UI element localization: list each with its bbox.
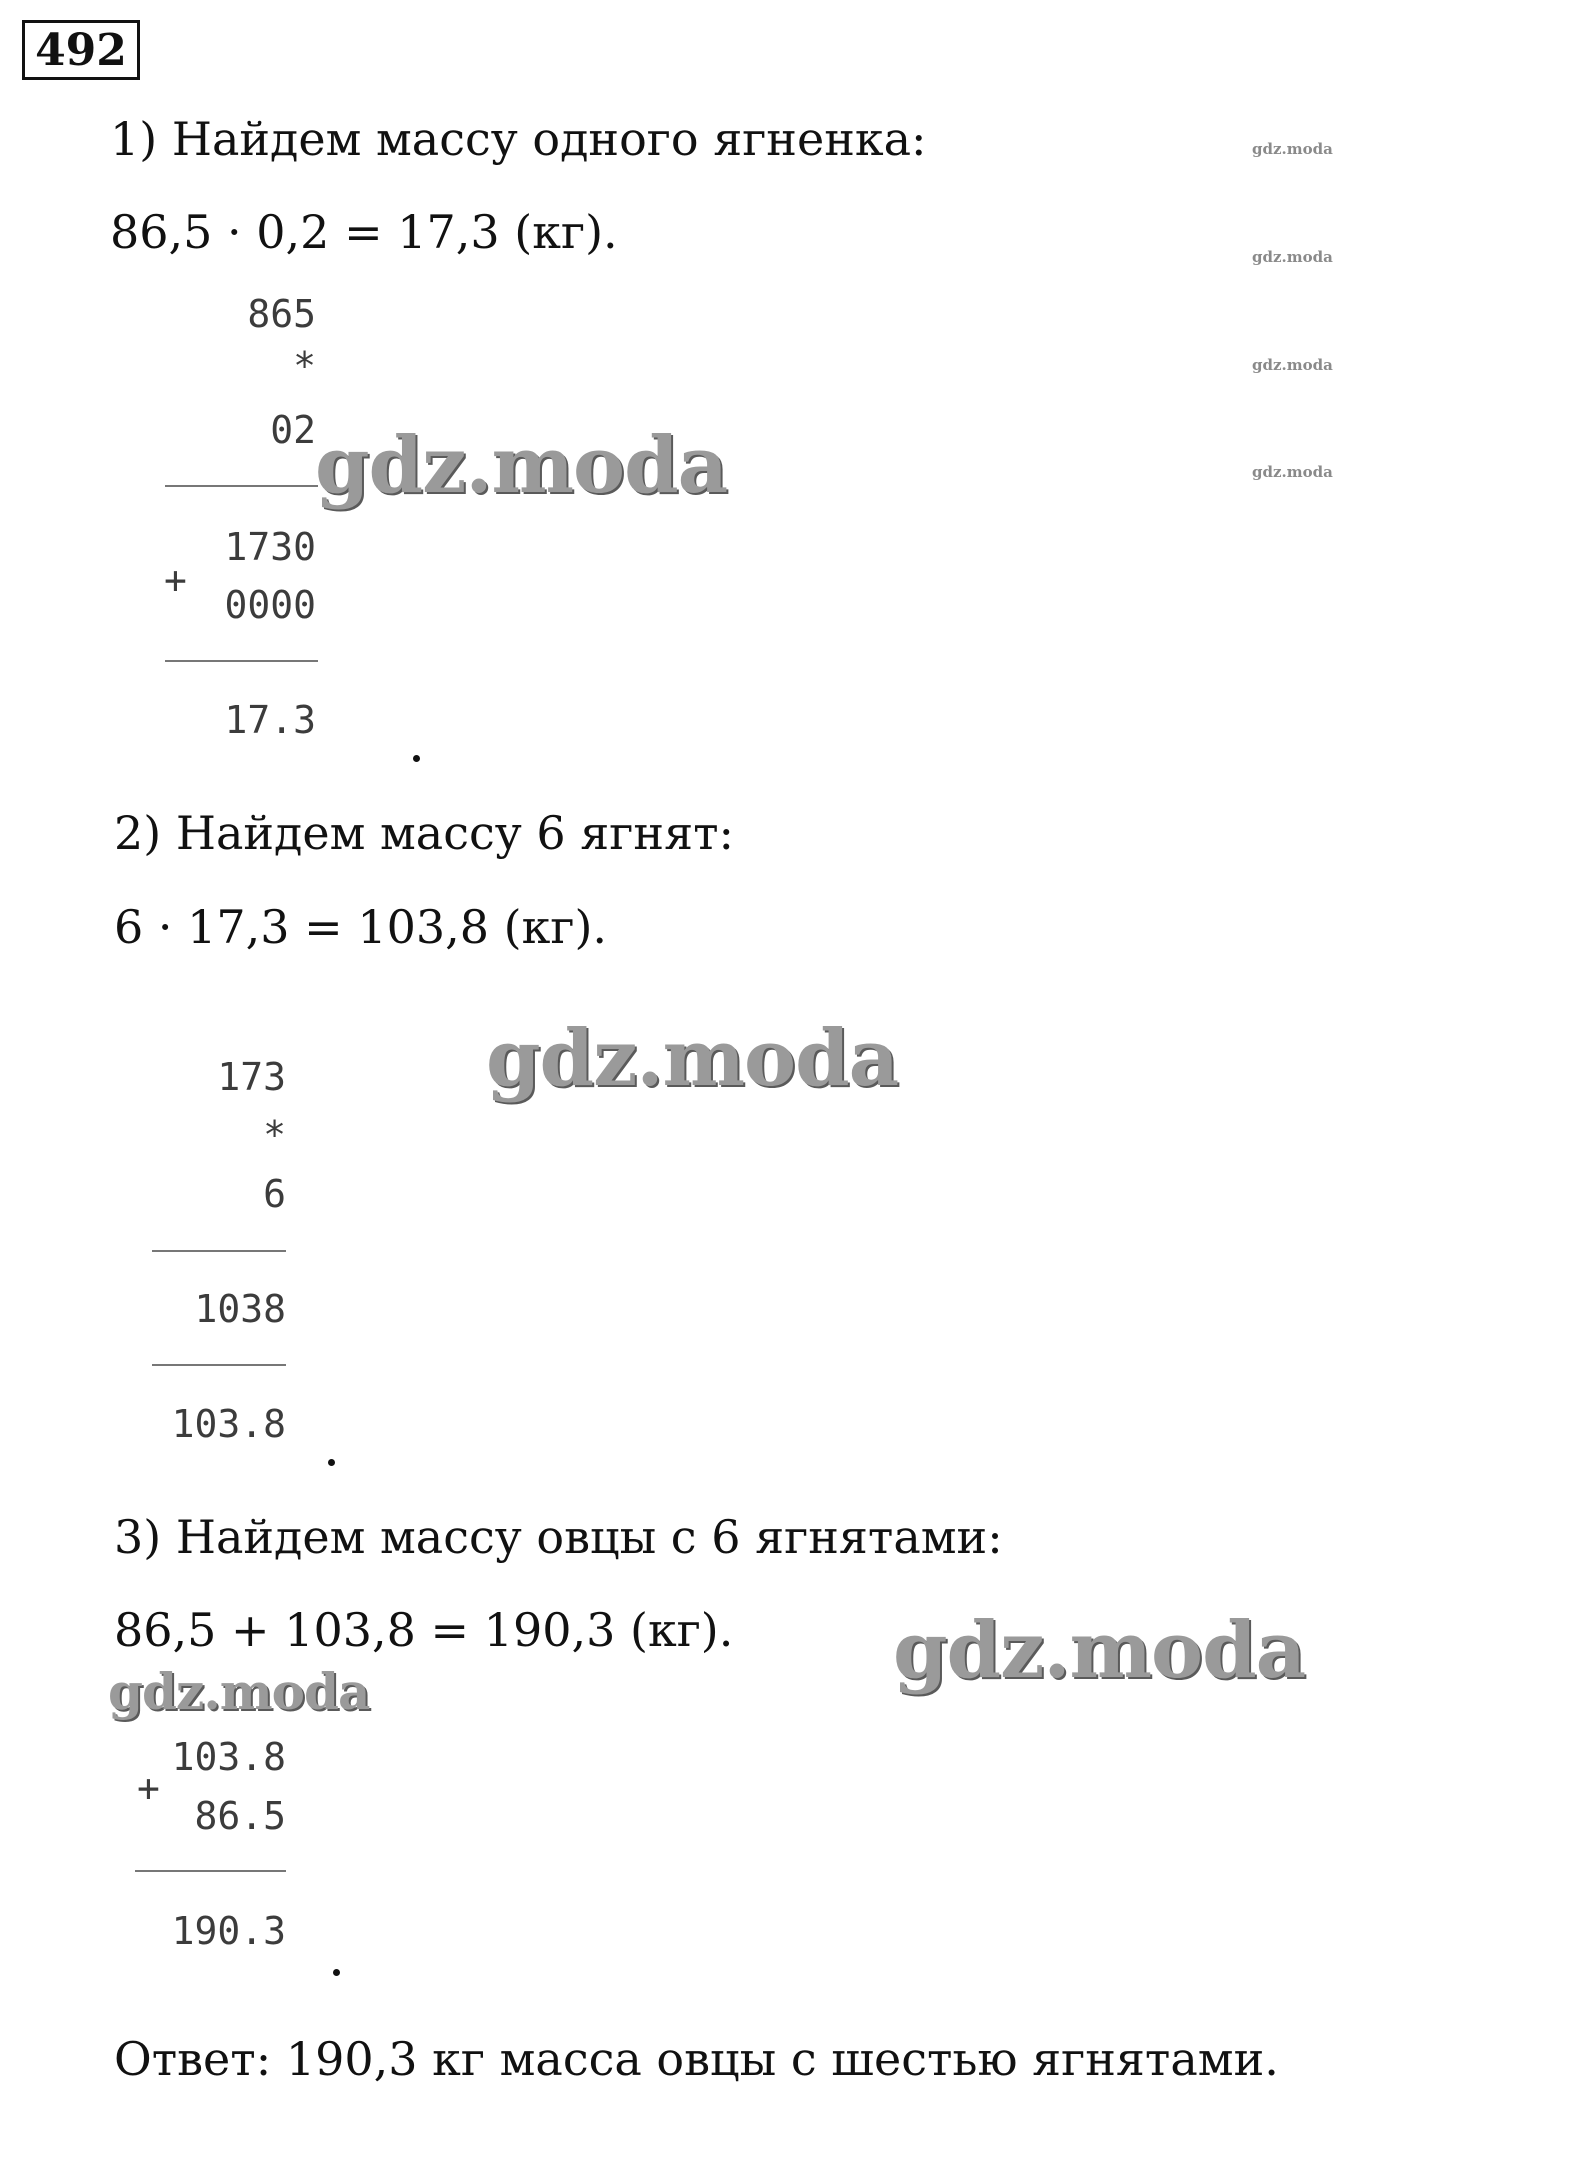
step3-heading: 3) Найдем массу овцы с 6 ягнятами: bbox=[114, 1510, 1003, 1564]
step3-calc-dot bbox=[333, 1969, 340, 1976]
step2-calc-op1: 173 bbox=[217, 1055, 286, 1099]
step1-calc-rule2 bbox=[165, 660, 318, 662]
step1-calc-dot bbox=[413, 755, 420, 762]
step1-calc-result: 17.3 bbox=[224, 698, 316, 742]
watermark: gdz.moda bbox=[108, 1662, 370, 1721]
step1-calc-op2: 02 bbox=[270, 408, 316, 452]
watermark-small: gdz.moda bbox=[1252, 356, 1333, 374]
answer: Ответ: 190,3 кг масса овцы с шестью ягнятами. bbox=[114, 2032, 1279, 2086]
watermark-small: gdz.moda bbox=[1252, 248, 1333, 266]
step2-calc-partial1: 1038 bbox=[194, 1287, 286, 1331]
watermark: gdz.moda bbox=[315, 420, 728, 511]
step2-calc-sign: * bbox=[263, 1113, 286, 1157]
step2-calc-rule2 bbox=[152, 1364, 286, 1366]
step1-calc-plus: + bbox=[164, 558, 187, 602]
step1-calc-rule1 bbox=[165, 485, 318, 487]
problem-number: 492 bbox=[22, 20, 140, 80]
step2-calc-op2: 6 bbox=[263, 1172, 286, 1216]
watermark-small: gdz.moda bbox=[1252, 463, 1333, 481]
step3-calc-op2: 86.5 bbox=[194, 1794, 286, 1838]
step2-equation: 6 · 17,3 = 103,8 (кг). bbox=[114, 900, 608, 954]
step1-heading: 1) Найдем массу одного ягненка: bbox=[110, 112, 927, 166]
step1-calc-partial1: 1730 bbox=[224, 525, 316, 569]
watermark-small: gdz.moda bbox=[1252, 140, 1333, 158]
step3-calc-result: 190.3 bbox=[171, 1909, 286, 1953]
step3-calc-op1: 103.8 bbox=[171, 1735, 286, 1779]
step1-calc-partial2: 0000 bbox=[224, 583, 316, 627]
watermark: gdz.moda bbox=[486, 1013, 899, 1104]
step1-equation: 86,5 · 0,2 = 17,3 (кг). bbox=[110, 205, 618, 259]
step3-calc-rule1 bbox=[135, 1870, 286, 1872]
step2-calc-rule1 bbox=[152, 1250, 286, 1252]
watermark: gdz.moda bbox=[893, 1605, 1306, 1696]
step2-calc-dot bbox=[328, 1459, 335, 1466]
step2-heading: 2) Найдем массу 6 ягнят: bbox=[114, 806, 735, 860]
step1-calc-sign: * bbox=[293, 344, 316, 388]
step3-equation: 86,5 + 103,8 = 190,3 (кг). bbox=[114, 1603, 734, 1657]
step2-calc-result: 103.8 bbox=[171, 1402, 286, 1446]
step3-calc-plus: + bbox=[137, 1766, 160, 1810]
step1-calc-op1: 865 bbox=[247, 292, 316, 336]
